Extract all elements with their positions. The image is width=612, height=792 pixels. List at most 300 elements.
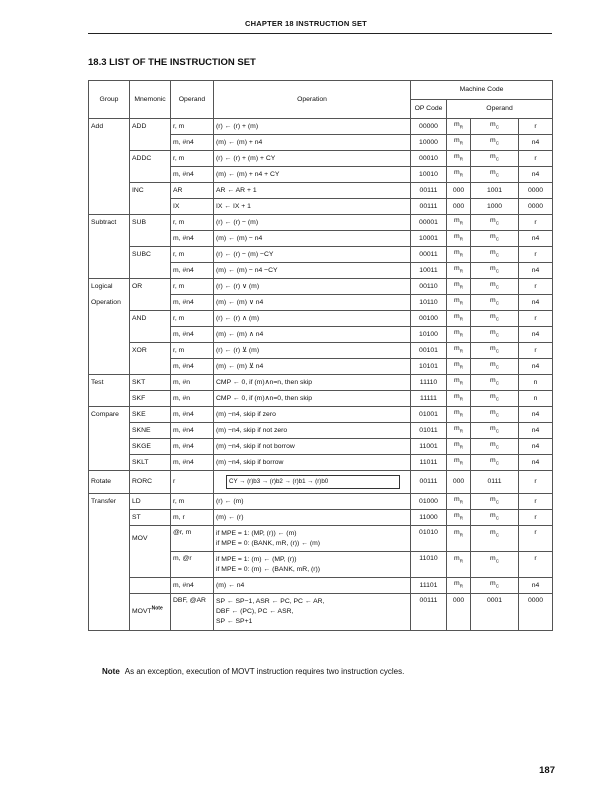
group-cell: Operation bbox=[89, 295, 130, 311]
operand-code-cell: $m_R$ bbox=[447, 151, 471, 167]
group-cell: Subtract bbox=[89, 215, 130, 231]
operand-code-cell: $m_R$ bbox=[447, 327, 471, 343]
mnemonic-cell bbox=[130, 199, 171, 215]
table-row bbox=[89, 494, 553, 510]
operand-code-cell: r bbox=[519, 494, 553, 510]
operation-cell bbox=[214, 119, 411, 135]
operand-cell: r, m bbox=[171, 119, 214, 135]
table-row bbox=[89, 215, 553, 231]
operation-line: DBF ← (PC), PC ← ASR, bbox=[216, 608, 294, 615]
table-row bbox=[89, 279, 553, 295]
table-row bbox=[89, 231, 553, 247]
operand-code-cell: 000 bbox=[447, 199, 471, 215]
operand-code-cell: r bbox=[519, 151, 553, 167]
op-code-cell: 10010 bbox=[411, 167, 447, 183]
mnemonic-cell: SKE bbox=[130, 407, 171, 423]
operation-line: (m) ← (m) − n4 bbox=[216, 234, 263, 242]
mnemonic-cell: SUB bbox=[130, 215, 171, 231]
group-cell bbox=[89, 423, 130, 439]
op-code-cell: 11110 bbox=[411, 375, 447, 391]
operand-cell: IX bbox=[171, 199, 214, 215]
operand-code-cell: $m_R$ bbox=[447, 494, 471, 510]
operand-code-cell: n4 bbox=[519, 578, 553, 594]
page-number: 187 bbox=[539, 765, 555, 776]
operand-code-cell: r bbox=[519, 510, 553, 526]
mnemonic-cell bbox=[130, 231, 171, 247]
operation-cell bbox=[214, 423, 411, 439]
table-row bbox=[89, 295, 553, 311]
operation-cell bbox=[214, 594, 411, 631]
op-code-cell: 00111 bbox=[411, 199, 447, 215]
table-row bbox=[89, 552, 553, 578]
group-cell bbox=[89, 510, 130, 526]
operation-line: (m) ← (m) + n4 + CY bbox=[216, 170, 280, 178]
operation-line: (m) ← (m) ∨ n4 bbox=[216, 298, 264, 306]
mnemonic-cell: RORC bbox=[130, 471, 171, 494]
operand-code-cell: n4 bbox=[519, 327, 553, 343]
operation-cell bbox=[214, 552, 411, 578]
mnemonic-cell: ST bbox=[130, 510, 171, 526]
operation-cell bbox=[214, 494, 411, 510]
header-operation: Operation bbox=[214, 81, 411, 119]
operation-line: (m) ← (m) − n4 −CY bbox=[216, 266, 278, 274]
operand-code-cell: $m_C$ bbox=[471, 247, 519, 263]
operand-code-cell: $m_C$ bbox=[471, 151, 519, 167]
table-row bbox=[89, 375, 553, 391]
operand-cell: r, m bbox=[171, 343, 214, 359]
group-cell bbox=[89, 183, 130, 199]
mnemonic-cell: SKLT bbox=[130, 455, 171, 471]
operation-cell bbox=[214, 151, 411, 167]
operation-line: (m) ← (m) + n4 bbox=[216, 138, 263, 146]
table-row bbox=[89, 407, 553, 423]
operand-code-cell: n4 bbox=[519, 407, 553, 423]
operand-code-cell: $m_R$ bbox=[447, 311, 471, 327]
group-cell: Test bbox=[89, 375, 130, 391]
mnemonic-cell bbox=[130, 552, 171, 578]
group-cell bbox=[89, 552, 130, 578]
operation-cell bbox=[214, 135, 411, 151]
table-row bbox=[89, 439, 553, 455]
operand-cell: m, r bbox=[171, 510, 214, 526]
operand-code-cell: $m_C$ bbox=[471, 295, 519, 311]
operand-code-cell: 0001 bbox=[471, 594, 519, 631]
operation-line: SP ← SP+1 bbox=[216, 618, 253, 625]
operand-cell: m, #n4 bbox=[171, 263, 214, 279]
mnemonic-cell: INC bbox=[130, 183, 171, 199]
operand-code-cell: r bbox=[519, 215, 553, 231]
operation-line: (r) ← (r) − (m) bbox=[216, 218, 259, 226]
operand-code-cell: $m_R$ bbox=[447, 167, 471, 183]
operation-cell bbox=[214, 578, 411, 594]
chapter-header: CHAPTER 18 INSTRUCTION SET bbox=[245, 19, 367, 28]
table-row bbox=[89, 343, 553, 359]
operand-code-cell: r bbox=[519, 343, 553, 359]
operation-line: if MPE = 0: (m) ← (BANK, mR, (r)) bbox=[216, 566, 321, 573]
operand-code-cell: $m_R$ bbox=[447, 295, 471, 311]
operand-code-cell: n4 bbox=[519, 231, 553, 247]
note bbox=[102, 667, 404, 676]
operand-code-cell: $m_R$ bbox=[447, 231, 471, 247]
operand-code-cell: $m_C$ bbox=[471, 391, 519, 407]
header-machine-code: Machine Code bbox=[411, 81, 553, 100]
mnemonic-cell bbox=[130, 167, 171, 183]
mnemonic-cell: AND bbox=[130, 311, 171, 327]
operation-line: if MPE = 0: (BANK, mR, (r)) ← (m) bbox=[216, 540, 321, 547]
operation-cell bbox=[214, 375, 411, 391]
operand-code-cell: $m_R$ bbox=[447, 526, 471, 552]
note-marker: Note bbox=[151, 605, 163, 612]
operand-cell: r, m bbox=[171, 494, 214, 510]
operand-code-cell: $m_R$ bbox=[447, 439, 471, 455]
table-row bbox=[89, 183, 553, 199]
operand-code-cell: $m_R$ bbox=[447, 343, 471, 359]
operand-code-cell: $m_R$ bbox=[447, 279, 471, 295]
operation-cell bbox=[214, 167, 411, 183]
operation-cell bbox=[214, 279, 411, 295]
operand-cell: m, #n4 bbox=[171, 167, 214, 183]
operation-line: CMP ← 0, if (m)∧n=0, then skip bbox=[216, 394, 313, 402]
op-code-cell: 00111 bbox=[411, 471, 447, 494]
group-cell: Logical bbox=[89, 279, 130, 295]
operand-code-cell: n4 bbox=[519, 167, 553, 183]
operand-code-cell: n4 bbox=[519, 263, 553, 279]
op-code-cell: 00001 bbox=[411, 215, 447, 231]
op-code-cell: 00111 bbox=[411, 183, 447, 199]
op-code-cell: 01000 bbox=[411, 494, 447, 510]
operand-cell: m, #n4 bbox=[171, 455, 214, 471]
op-code-cell: 10100 bbox=[411, 327, 447, 343]
op-code-cell: 00000 bbox=[411, 119, 447, 135]
mnemonic-cell: SUBC bbox=[130, 247, 171, 263]
operation-line: (r) ← (r) ∧ (m) bbox=[216, 314, 260, 322]
operand-code-cell: $m_R$ bbox=[447, 510, 471, 526]
mnemonic-cell: $MOVT^{Note}$ bbox=[130, 594, 171, 631]
operation-cell bbox=[214, 215, 411, 231]
note-label: Note bbox=[102, 667, 120, 676]
operand-code-cell: $m_C$ bbox=[471, 494, 519, 510]
group-cell bbox=[89, 526, 130, 552]
operand-code-cell: $m_C$ bbox=[471, 552, 519, 578]
operation-line: CMP ← 0, if (m)∧n=n, then skip bbox=[216, 378, 313, 386]
operand-code-cell: $m_R$ bbox=[447, 578, 471, 594]
operand-code-cell: n4 bbox=[519, 295, 553, 311]
rotate-diagram bbox=[226, 475, 400, 489]
operation-cell bbox=[214, 263, 411, 279]
group-cell: Rotate bbox=[89, 471, 130, 494]
mnemonic-cell bbox=[130, 359, 171, 375]
operation-cell bbox=[214, 439, 411, 455]
group-cell bbox=[89, 199, 130, 215]
operand-cell: AR bbox=[171, 183, 214, 199]
op-code-cell: 00110 bbox=[411, 279, 447, 295]
op-code-cell: 01011 bbox=[411, 423, 447, 439]
op-code-cell: 10101 bbox=[411, 359, 447, 375]
op-code-cell: 10110 bbox=[411, 295, 447, 311]
operand-code-cell: $m_C$ bbox=[471, 327, 519, 343]
operand-cell: m, @r bbox=[171, 552, 214, 578]
operand-code-cell: $m_R$ bbox=[447, 423, 471, 439]
operation-cell bbox=[214, 311, 411, 327]
operation-line: (m) ← n4 bbox=[216, 581, 245, 589]
rotate-diagram-text: CY → (r)b3 → (r)b2 → (r)b1 → (r)b0 bbox=[229, 478, 329, 485]
note-text: As an exception, execution of MOVT instruction requires two instruction cycles. bbox=[124, 667, 405, 676]
operand-code-cell: 000 bbox=[447, 471, 471, 494]
operand-cell: m, #n bbox=[171, 375, 214, 391]
mnemonic-cell: SKF bbox=[130, 391, 171, 407]
operation-line: (m) ← (m) ∧ n4 bbox=[216, 330, 264, 338]
group-cell bbox=[89, 594, 130, 631]
header-group: Group bbox=[89, 81, 130, 119]
operand-cell: m, #n4 bbox=[171, 578, 214, 594]
operand-cell: r bbox=[171, 471, 214, 494]
operation-cell bbox=[214, 343, 411, 359]
table-row bbox=[89, 263, 553, 279]
op-code-cell: 10011 bbox=[411, 263, 447, 279]
operation-line: (r) ← (r) ∨ (m) bbox=[216, 282, 260, 290]
op-code-cell: 00101 bbox=[411, 343, 447, 359]
operand-cell: m, #n4 bbox=[171, 135, 214, 151]
table-row bbox=[89, 199, 553, 215]
instruction-rows bbox=[89, 119, 553, 631]
operand-code-cell: $m_C$ bbox=[471, 526, 519, 552]
table-row bbox=[89, 510, 553, 526]
operand-code-cell: $m_R$ bbox=[447, 407, 471, 423]
mnemonic-cell: MOV bbox=[130, 526, 171, 552]
operation-line: (r) ← (m) bbox=[216, 497, 244, 505]
group-cell bbox=[89, 391, 130, 407]
table-row bbox=[89, 391, 553, 407]
operation-line: (r) ← (r) − (m) −CY bbox=[216, 250, 274, 258]
instruction-set-table bbox=[88, 80, 553, 631]
operand-cell: m, #n4 bbox=[171, 295, 214, 311]
operand-code-cell: $m_C$ bbox=[471, 263, 519, 279]
op-code-cell: 11101 bbox=[411, 578, 447, 594]
operand-cell: DBF, @AR bbox=[171, 594, 214, 631]
operand-code-cell: $m_C$ bbox=[471, 407, 519, 423]
operand-code-cell: 0000 bbox=[519, 199, 553, 215]
operand-cell: r, m bbox=[171, 311, 214, 327]
group-cell: Transfer bbox=[89, 494, 130, 510]
group-cell bbox=[89, 359, 130, 375]
table-row bbox=[89, 594, 553, 631]
operand-code-cell: r bbox=[519, 279, 553, 295]
operand-cell: r, m bbox=[171, 151, 214, 167]
operand-code-cell: $m_C$ bbox=[471, 439, 519, 455]
operand-code-cell: r bbox=[519, 311, 553, 327]
operand-code-cell: $m_R$ bbox=[447, 359, 471, 375]
operand-cell: m, #n4 bbox=[171, 423, 214, 439]
operation-cell bbox=[214, 295, 411, 311]
operand-code-cell: r bbox=[519, 552, 553, 578]
group-cell bbox=[89, 327, 130, 343]
operand-cell: m, #n bbox=[171, 391, 214, 407]
header-divider bbox=[88, 33, 552, 34]
mnemonic-cell: SKGE bbox=[130, 439, 171, 455]
operand-code-cell: r bbox=[519, 526, 553, 552]
mnemonic-cell bbox=[130, 135, 171, 151]
table-row bbox=[89, 167, 553, 183]
operation-cell bbox=[214, 231, 411, 247]
operand-code-cell: 1001 bbox=[471, 183, 519, 199]
operand-code-cell: n4 bbox=[519, 423, 553, 439]
operand-code-cell: n4 bbox=[519, 135, 553, 151]
operand-code-cell: $m_C$ bbox=[471, 510, 519, 526]
operand-cell: m, #n4 bbox=[171, 231, 214, 247]
mnemonic-cell: SKNE bbox=[130, 423, 171, 439]
group-cell bbox=[89, 247, 130, 263]
table-row bbox=[89, 455, 553, 471]
mnemonic-cell: ADD bbox=[130, 119, 171, 135]
operand-cell: m, #n4 bbox=[171, 407, 214, 423]
mnemonic-cell: OR bbox=[130, 279, 171, 295]
operation-cell bbox=[214, 471, 411, 494]
operand-cell: r, m bbox=[171, 215, 214, 231]
operation-line: if MPE = 1: (MP, (r)) ← (m) bbox=[216, 530, 297, 537]
operand-code-cell: $m_R$ bbox=[447, 135, 471, 151]
operand-code-cell: r bbox=[519, 247, 553, 263]
op-code-cell: 11000 bbox=[411, 510, 447, 526]
group-cell bbox=[89, 167, 130, 183]
operand-code-cell: $m_R$ bbox=[447, 263, 471, 279]
op-code-cell: 10000 bbox=[411, 135, 447, 151]
operand-code-cell: $m_C$ bbox=[471, 375, 519, 391]
operand-cell: @r, m bbox=[171, 526, 214, 552]
table-row bbox=[89, 526, 553, 552]
operand-code-cell: $m_R$ bbox=[447, 247, 471, 263]
operation-cell bbox=[214, 510, 411, 526]
operand-code-cell: $m_C$ bbox=[471, 119, 519, 135]
operand-code-cell: $m_C$ bbox=[471, 135, 519, 151]
operation-cell bbox=[214, 247, 411, 263]
operation-line: (r) ← (r) ⊻ (m) bbox=[216, 346, 260, 354]
op-code-cell: 00100 bbox=[411, 311, 447, 327]
table-row bbox=[89, 578, 553, 594]
op-code-cell: 01010 bbox=[411, 526, 447, 552]
operation-cell bbox=[214, 359, 411, 375]
operand-code-cell: 1000 bbox=[471, 199, 519, 215]
group-cell: Compare bbox=[89, 407, 130, 423]
operand-code-cell: $m_C$ bbox=[471, 231, 519, 247]
operand-code-cell: $m_R$ bbox=[447, 215, 471, 231]
operation-line: (m) −n4, skip if zero bbox=[216, 410, 276, 418]
operation-line: (m) −n4, skip if not zero bbox=[216, 426, 288, 434]
operand-code-cell: $m_C$ bbox=[471, 423, 519, 439]
op-code-cell: 01001 bbox=[411, 407, 447, 423]
table-row bbox=[89, 151, 553, 167]
group-cell bbox=[89, 439, 130, 455]
operand-cell: r, m bbox=[171, 279, 214, 295]
operation-line: (m) −n4, skip if not borrow bbox=[216, 442, 295, 450]
operand-code-cell: n4 bbox=[519, 359, 553, 375]
mnemonic-cell: SKT bbox=[130, 375, 171, 391]
group-cell bbox=[89, 263, 130, 279]
operation-cell bbox=[214, 327, 411, 343]
group-cell: Add bbox=[89, 119, 130, 135]
operand-code-cell: $m_R$ bbox=[447, 119, 471, 135]
operation-line: SP ← SP−1, ASR ← PC, PC ← AR, bbox=[216, 598, 325, 605]
operand-code-cell: $m_C$ bbox=[471, 311, 519, 327]
operand-code-cell: $m_C$ bbox=[471, 167, 519, 183]
operand-code-cell: $m_C$ bbox=[471, 215, 519, 231]
mnemonic-cell: LD bbox=[130, 494, 171, 510]
operation-cell bbox=[214, 407, 411, 423]
operand-code-cell: $m_R$ bbox=[447, 391, 471, 407]
operand-code-cell: 0000 bbox=[519, 183, 553, 199]
header-operand: Operand bbox=[171, 81, 214, 119]
section-title: 18.3 LIST OF THE INSTRUCTION SET bbox=[88, 57, 256, 68]
header-operand-code: Operand bbox=[447, 100, 553, 119]
group-cell bbox=[89, 343, 130, 359]
operand-code-cell: n bbox=[519, 375, 553, 391]
op-code-cell: 11111 bbox=[411, 391, 447, 407]
operand-code-cell: 0111 bbox=[471, 471, 519, 494]
operand-code-cell: r bbox=[519, 471, 553, 494]
op-code-cell: 11011 bbox=[411, 455, 447, 471]
operand-code-cell: 0000 bbox=[519, 594, 553, 631]
operand-code-cell: $m_C$ bbox=[471, 359, 519, 375]
mnemonic-cell bbox=[130, 295, 171, 311]
table-row bbox=[89, 119, 553, 135]
op-code-cell: 00011 bbox=[411, 247, 447, 263]
operand-cell: r, m bbox=[171, 247, 214, 263]
operand-cell: m, #n4 bbox=[171, 359, 214, 375]
operand-code-cell: $m_C$ bbox=[471, 279, 519, 295]
header-mnemonic: Mnemonic bbox=[130, 81, 171, 119]
table-row bbox=[89, 247, 553, 263]
mnemonic-cell bbox=[130, 578, 171, 594]
table-row bbox=[89, 327, 553, 343]
operand-code-cell: $m_R$ bbox=[447, 455, 471, 471]
operand-cell: m, #n4 bbox=[171, 327, 214, 343]
table-row bbox=[89, 135, 553, 151]
operation-line: (m) ← (r) bbox=[216, 513, 244, 521]
operand-code-cell: n bbox=[519, 391, 553, 407]
operation-line: (m) −n4, skip if borrow bbox=[216, 458, 284, 466]
operand-code-cell: n4 bbox=[519, 439, 553, 455]
table-row bbox=[89, 471, 553, 494]
mnemonic-cell bbox=[130, 327, 171, 343]
group-cell bbox=[89, 578, 130, 594]
operation-cell bbox=[214, 183, 411, 199]
group-cell bbox=[89, 151, 130, 167]
op-code-cell: 11001 bbox=[411, 439, 447, 455]
operation-line: (r) ← (r) + (m) bbox=[216, 122, 259, 130]
group-cell bbox=[89, 135, 130, 151]
operation-cell bbox=[214, 526, 411, 552]
operand-code-cell: $m_C$ bbox=[471, 578, 519, 594]
op-code-cell: 00010 bbox=[411, 151, 447, 167]
group-cell bbox=[89, 231, 130, 247]
operand-code-cell: n4 bbox=[519, 455, 553, 471]
group-cell bbox=[89, 455, 130, 471]
group-cell bbox=[89, 311, 130, 327]
operation-cell bbox=[214, 455, 411, 471]
table-row bbox=[89, 423, 553, 439]
operation-line: IX ← IX + 1 bbox=[216, 202, 251, 210]
operation-line: if MPE = 1: (m) ← (MP, (r)) bbox=[216, 556, 297, 563]
operand-cell: m, #n4 bbox=[171, 439, 214, 455]
operand-code-cell: 000 bbox=[447, 183, 471, 199]
mnemonic-cell bbox=[130, 263, 171, 279]
operand-code-cell: $m_C$ bbox=[471, 343, 519, 359]
operation-line: AR ← AR + 1 bbox=[216, 186, 257, 194]
header-op-code: OP Code bbox=[411, 100, 447, 119]
op-code-cell: 10001 bbox=[411, 231, 447, 247]
operation-cell bbox=[214, 391, 411, 407]
table-row bbox=[89, 311, 553, 327]
operand-code-cell: $m_R$ bbox=[447, 552, 471, 578]
